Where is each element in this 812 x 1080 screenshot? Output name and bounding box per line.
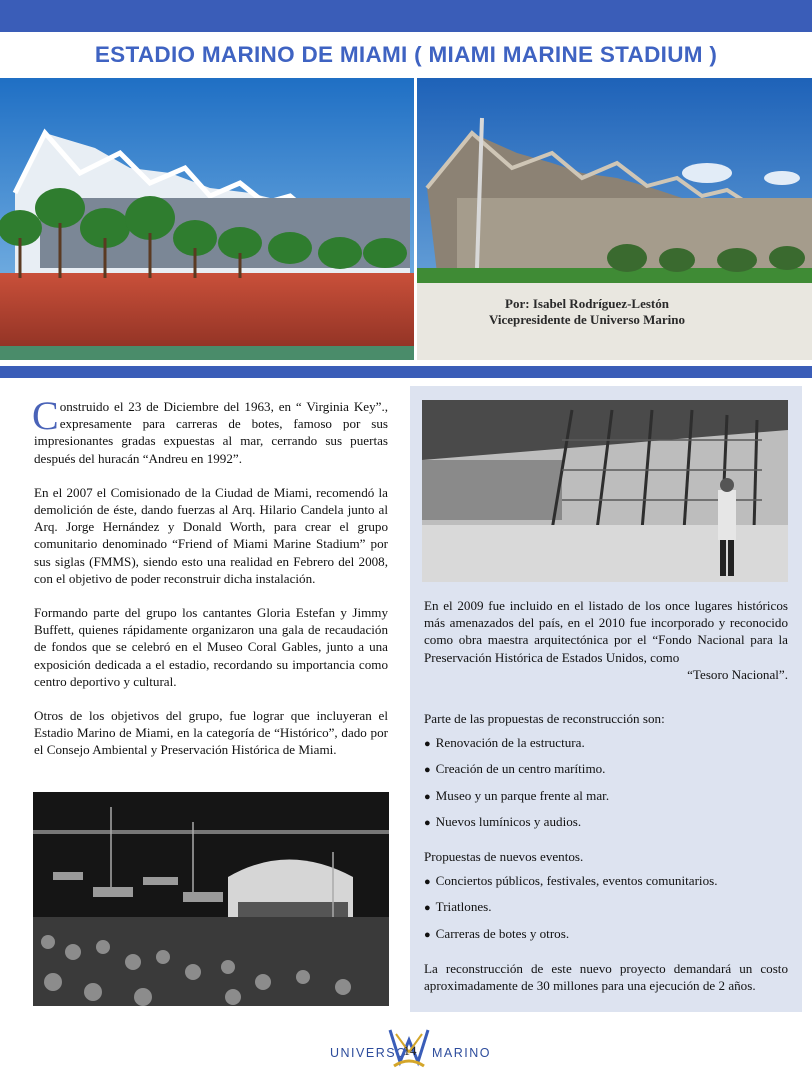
paragraph-1 xyxy=(32,393,388,467)
construction-photo xyxy=(422,400,788,582)
list-item: ● Carreras de botes y otros. xyxy=(424,925,788,944)
brand-right-text: MARINO xyxy=(432,1046,491,1060)
author-name: Por: Isabel Rodríguez-Lestón xyxy=(505,296,669,311)
paragraph-3: Formando parte del grupo los cantantes Gloria Estefan y Jimmy Buffett, quienes rápidamente organizaron una gala de recaudación de fondos que se celebró en el Museo Coral Gables, junto a una exposición dedicada a el estadio, recordando su importancia como centro deportivo y cultural. xyxy=(34,605,388,689)
page-title: ESTADIO MARINO DE MIAMI ( MIAMI MARINE STADIUM ) xyxy=(94,42,718,67)
events-heading: Propuestas de nuevos eventos. xyxy=(424,849,584,865)
proposals-heading: Parte de las propuestas de reconstrucción son: xyxy=(424,711,665,726)
events-list xyxy=(424,872,788,944)
drop-cap: C xyxy=(32,393,59,438)
author-role: Vicepresidente de Universo Marino xyxy=(488,312,686,327)
concert-photo xyxy=(33,792,389,1006)
page-number: 14 xyxy=(403,1043,417,1058)
list-item: ● Conciertos públicos, festivales, eventos comunitarios. xyxy=(424,872,788,891)
paragraph-4: Otros de los objetivos del grupo, fue lograr que incluyeran el Estadio Marino de Miami, en la categoría de “Histórico”, dado por el Consejo Ambiental y Preservación Histórica de Miami. xyxy=(34,708,388,758)
right-intro-text xyxy=(424,597,788,683)
list-item: ● Triatlones. xyxy=(424,898,788,917)
separator-bar xyxy=(0,366,812,378)
proposals-section xyxy=(424,710,788,994)
list-item: ● Museo y un parque frente al mar. xyxy=(424,787,788,806)
tesoro-nacional: “Tesoro Nacional”. xyxy=(687,666,788,682)
author-credit xyxy=(482,296,692,328)
brand-left-text: UNIVERSO xyxy=(330,1046,408,1060)
top-color-bar xyxy=(0,0,812,32)
list-item: ● Renovación de la estructura. xyxy=(424,734,788,753)
list-item: ● Nuevos lumínicos y audios. xyxy=(424,813,788,832)
stadium-rendering-photo xyxy=(0,78,414,360)
paragraph-2: En el 2007 el Comisionado de la Ciudad de Miami, recomendó la demolición de éste, dando fuerzas al Arq. Hilario Candela junto al Arq. Jorge Hernández y Donald Worth, para crear el grupo comunitario denominado “Friend of Miami Marine Stadium” por sus siglas (FMMS), siendo esto una realidad en Febrero del 2008, con el objetivo de poder reconstruir dicha instalación. xyxy=(34,484,388,586)
paragraph-1-text: onstruido el 23 de Diciembre del 1963, en “ Virginia Key”., expresamente para carreras de botes, famoso por sus impresionantes gradas expuestas al mar, cerrando sus puertas después del huracán “Andreu en 1992”. xyxy=(34,399,388,466)
right-paragraph-1: En el 2009 fue incluido en el listado de los once lugares históricos más amenazados del país, en el 2010 fue incorporado y reconocido como obra maestra arquitectónica por el “Fondo Nacional para la Preservación Histórica de Estados Unidos, como xyxy=(424,598,788,665)
left-article-column xyxy=(32,393,388,776)
proposals-list xyxy=(424,734,788,832)
list-item: ● Creación de un centro marítimo. xyxy=(424,760,788,779)
title-bar xyxy=(0,32,812,78)
cost-paragraph: La reconstrucción de este nuevo proyecto demandará un costo aproximadamente de 30 millones para una ejecución de 2 años. xyxy=(424,960,788,994)
